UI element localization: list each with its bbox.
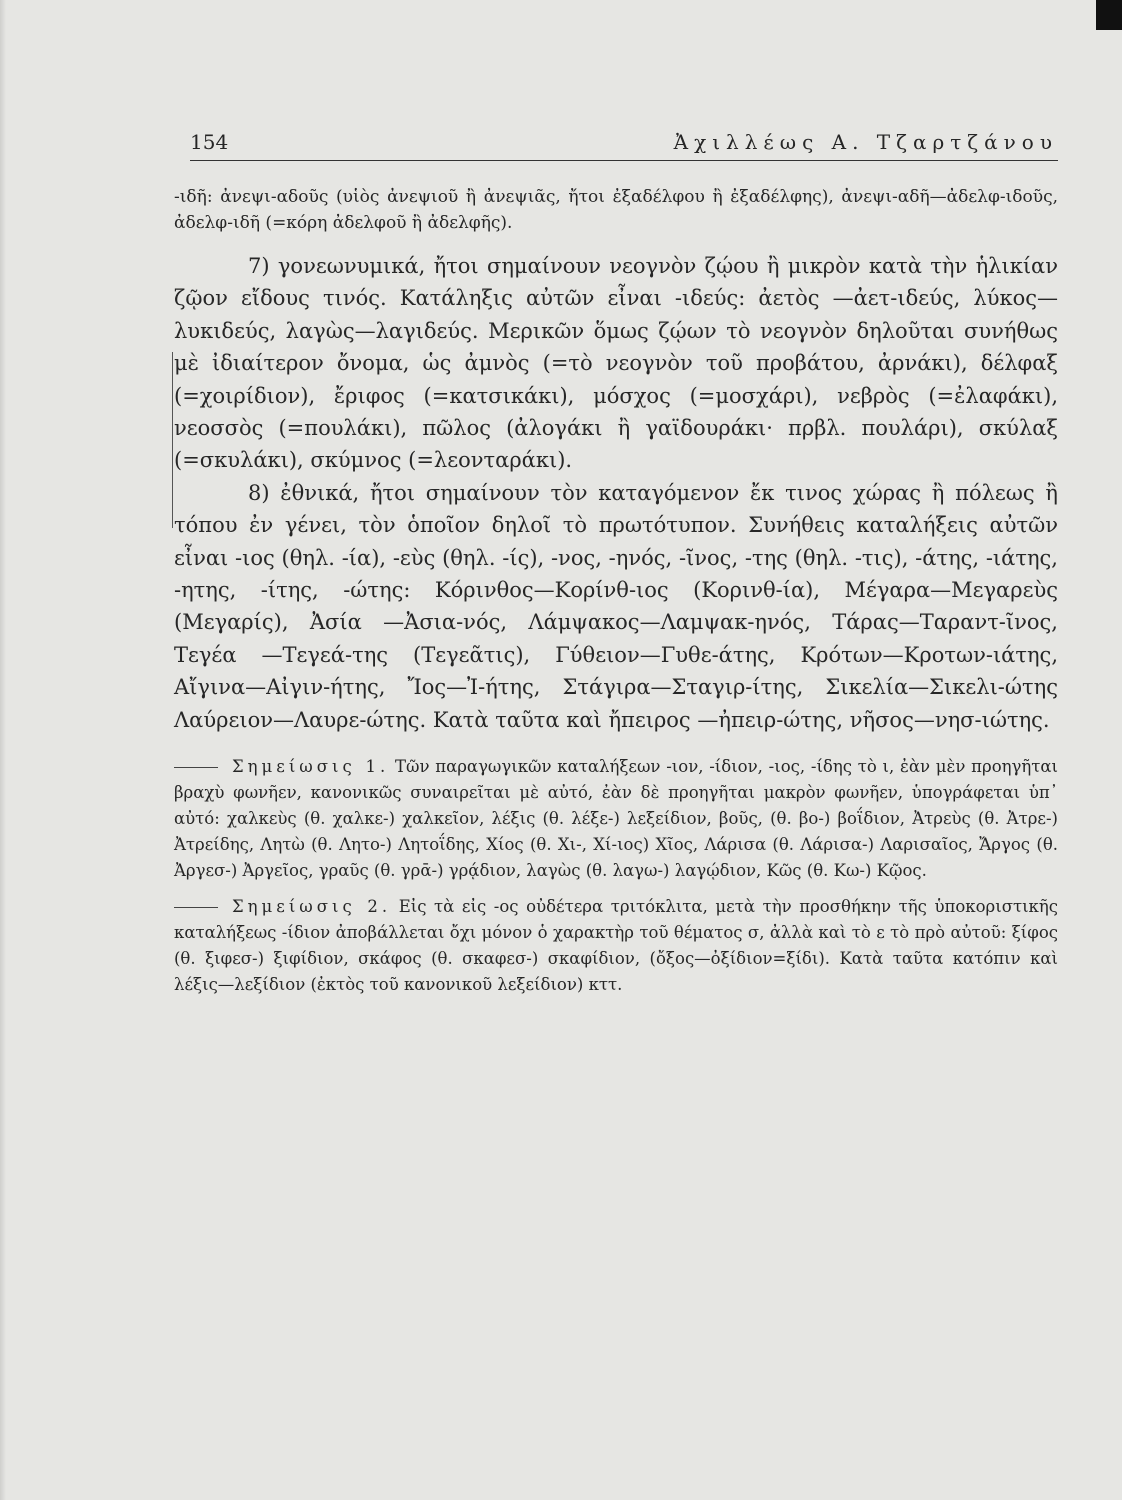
note-1: [174, 754, 1058, 884]
note-label: Σημείωσις 2.: [232, 897, 392, 917]
note-2: [174, 894, 1058, 998]
paragraph-item-8: 8) ἐθνικά, ἤτοι σημαίνουν τὸν καταγόμενον ἔκ τινος χώρας ἢ πόλεως ἢ τόπου ἐν γένει, τὸν ὁποῖον δηλοῖ τὸ πρωτότυπον. Συνήθεις καταλήξεις αὐτῶν εἶναι -ιος (θηλ. -ία), -εὺς (θηλ. -ίς), -νος, -ηνός, -ῖνος, -της (θηλ. -τις), -άτης, -ιάτης, -ητης, -ίτης, -ώτης: Κόρινθος—Κορίνθ-ιος (Κορινθ-ία), Μέγαρα—Μεγαρεὺς (Μεγαρίς), Ἀσία —Ἀσια-νός, Λάμψακος—Λαμψακ-ηνός, Τάρας—Ταραντ-ῖνος, Τεγέα —Τεγεά-της (Τεγεᾶτις), Γύθειον—Γυθε-άτης, Κρότων—Κροτων-ιάτης, Αἴγινα—Αἰγιν-ήτης, Ἴος—Ἰ-ήτης, Στάγιρα—Σταγιρ-ίτης, Σικελία—Σικελι-ώτης Λαύρειον—Λαυρε-ώτης. Κατὰ ταῦτα καὶ ἤπειρος —ἠπειρ-ώτης, νῆσος—νησ-ιώτης.: [174, 480, 1058, 732]
page-edge: [0, 0, 6, 1500]
page-number: 154: [190, 130, 229, 154]
note-dash: [174, 767, 218, 768]
note-text: Εἰς τὰ εἰς -ος οὐδέτερα τριτόκλιτα, μετὰ τὴν προσθήκην τῆς ὑποκοριστικῆς καταλήξεως -ίδιον ἀποβάλλεται ὄχι μόνον ὁ χαρακτὴρ τοῦ θέματος σ, ἀλλὰ καὶ τὸ ε τὸ πρὸ αὐτοῦ: ξίφος (θ. ξιφεσ-) ξιφίδιον, σκάφος (θ. σκαφεσ-) σκαφίδιον, (ὄξος—ὀξίδιον=ξίδι). Κατὰ ταῦτα κατόπιν καὶ λέξις—λεξίδιον (ἐκτὸς τοῦ κανονικοῦ λεξείδιον) κττ.: [174, 897, 1058, 995]
running-title: Ἀχιλλέως Α. Τζαρτζάνου: [673, 130, 1058, 154]
page-header: [190, 130, 1058, 161]
note-label: Σημείωσις 1.: [232, 757, 390, 777]
margin-mark: [172, 352, 173, 528]
note-text: Τῶν παραγωγικῶν καταλήξεων -ιον, -ίδιον, -ιος, -ίδης τὸ ι, ἐὰν μὲν προηγῆται βραχὺ φωνῆεν, κανονικῶς συναιρεῖται μὲ αὐτό, ἐὰν δὲ προηγῆται μακρὸν φωνῆεν, ὑπογράφεται ὑπ᾽ αὐτό: χαλκεὺς (θ. χαλκε-) χαλκεῖον, λέξις (θ. λέξε-) λεξείδιον, βοῦς, (θ. βο-) βοΐδιον, Ἀτρεὺς (θ. Ἀτρε-) Ἀτρείδης, Λητὼ (θ. Λητο-) Λητοΐδης, Χίος (θ. Χι-, Χί-ιος) Χῖος, Λάρισα (θ. Λάρισα-) Λαρισαῖος, Ἄργος (θ. Ἀργεσ-) Ἀργεῖος, γραῦς (θ. γρᾱ-) γρᾴδιον, λαγὼς (θ. λαγω-) λαγῴδιον, Κῶς (θ. Κω-) Κῷος.: [174, 757, 1059, 881]
paragraph-item-7: 7) γονεωνυμικά, ἤτοι σημαίνουν νεογνὸν ζῴου ἢ μικρὸν κατὰ τὴν ἡλικίαν ζῷον εἴδους τινός. Κατάληξις αὐτῶν εἶναι -ιδεύς: ἀετὸς —ἀετ-ιδεύς, λύκος—λυκιδεύς, λαγὼς—λαγιδεύς. Μερικῶν ὅμως ζῴων τὸ νεογνὸν δηλοῦται συνήθως μὲ ἰδιαίτερον ὄνομα, ὡς ἀμνὸς (=τὸ νεογνὸν τοῦ προβάτου, ἀρνάκι), δέλφαξ (=χοιρίδιον), ἔριφος (=κατσικάκι), μόσχος (=μοσχάρι), νεβρὸς (=ἐλαφάκι), νεοσσὸς (=πουλάκι), πῶλος (ἀλογάκι ἢ γαϊδουράκι· πρβλ. πουλάρι), σκύλαξ (=σκυλάκι), σκύμνος (=λεονταράκι).: [174, 254, 1058, 473]
body-text: [174, 184, 1058, 998]
paragraph-continuation: -ιδῆ: ἀνεψι-αδοῦς (υἱὸς ἀνεψιοῦ ἢ ἀνεψιᾶς, ἤτοι ἐξαδέλφου ἢ ἐξαδέλφης), ἀνεψι-αδῆ—ἀδελφ-ιδοῦς, ἀδελφ-ιδῆ (=κόρη ἀδελφοῦ ἢ ἀδελφῆς).: [174, 187, 1058, 233]
scan-corner-shadow: [1096, 0, 1122, 30]
note-dash: [174, 907, 218, 908]
